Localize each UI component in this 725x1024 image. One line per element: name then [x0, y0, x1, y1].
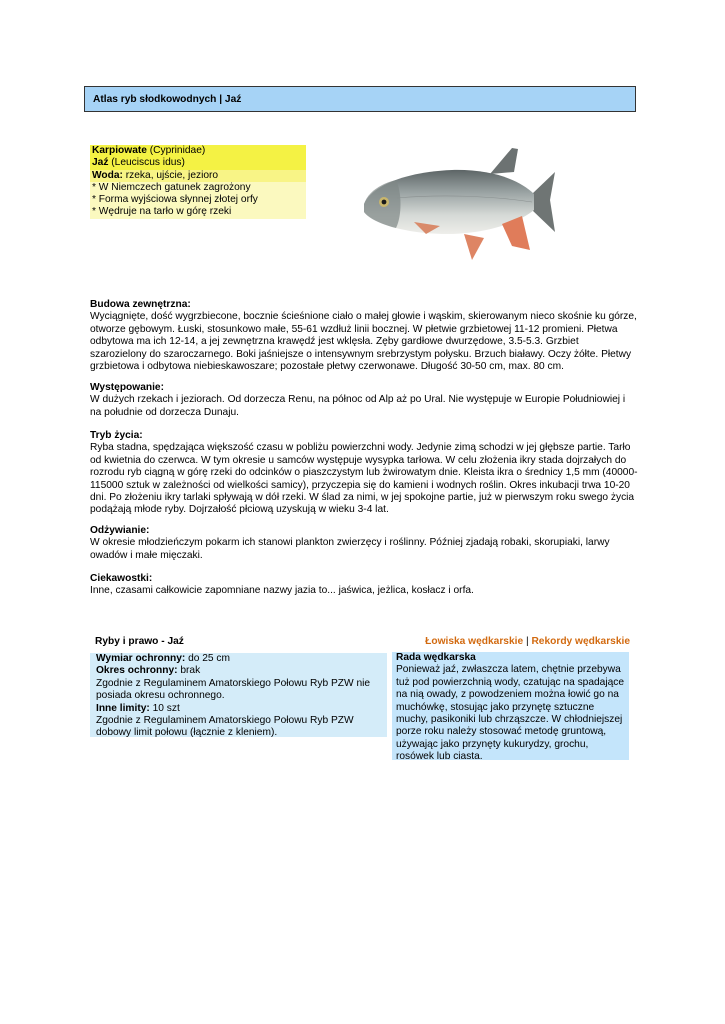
section-ciekawostki: [90, 573, 638, 598]
fact-row: * W Niemczech gatunek zagrożony: [90, 182, 306, 194]
page-title: Atlas ryb słodkowodnych | Jaź: [93, 94, 242, 105]
section-odzywianie: [90, 525, 638, 562]
tip-heading: Rada wędkarska: [396, 652, 476, 663]
section-text: Wyciągnięte, dość wygrzbiecone, bocznie ścieśnione ciało o małej głowie i wąskim, skierowanym nieco skośnie ku górze, otworze gębowym. Łuski, stosunkowo małe, 55-61 wzdłuż linii bocznej. W płetwie grzbietowej 11-12 promieni. Płetwa odbytowa ma ich 12-14, a jej zewnętrzna krawędź jest wklęsła. Zęby gardłowe dwurzędowe, 3.5-5.3. Grzbiet szarozielony do szaroczarnego. Boki jaśniejsze o intensywnym srebrzystym połysku. Brzuch białawy. Oczy żółte. Płetwy grzbietowa i odbytowa niebieskawoszare; pozostałe płetwy czerwonawe. Długość 30-50 cm, max. 80 cm.: [90, 311, 637, 373]
fact-row: * Forma wyjściowa słynnej złotej orfy: [90, 194, 306, 206]
section-heading: Odżywianie:: [90, 525, 150, 536]
limit-note: Zgodnie z Regulaminem Amatorskiego Połowu Ryb PZW dobowy limit połowu (łącznie z kleniem).: [96, 715, 354, 739]
angling-tip-box: [392, 652, 629, 763]
limit-row: Inne limity: 10 szt: [96, 702, 180, 714]
ventral-fin: [464, 234, 484, 260]
section-heading: Ciekawostki:: [90, 573, 153, 584]
section-text: Inne, czasami całkowicie zapomniane nazwy jazia to... jaświca, jeżlica, kosłacz i orfa.: [90, 585, 474, 597]
dorsal-fin: [490, 148, 518, 174]
section-budowa: [90, 299, 638, 373]
fact-row: * Wędruje na tarło w górę rzeki: [90, 206, 306, 218]
law-box: [90, 653, 387, 737]
fisheries-link[interactable]: Łowiska wędkarskie: [425, 636, 524, 647]
tail-fin: [532, 172, 555, 232]
link-separator: |: [525, 636, 529, 647]
protection-season-note: Zgodnie z Regulaminem Amatorskiego Połowu Ryb PZW nie posiada okresu ochronnego.: [96, 677, 371, 702]
section-heading: Tryb życia:: [90, 430, 143, 441]
section-text: W okresie młodzieńczym pokarm ich stanowi plankton zwierzęcy i roślinny. Później zjadają robaki, skorupiaki, larwy owadów i małe mięczaki.: [90, 537, 610, 561]
protection-season-row: Okres ochronny: brak: [96, 665, 201, 677]
fish-illustration: [352, 142, 557, 264]
section-text: W dużych rzekach i jeziorach. Od dorzecza Renu, na północ od Alp aż po Ural. Nie występuje w Europie Południowiej i na południe od dorzecza Dunaju.: [90, 394, 626, 418]
page-header: [84, 86, 636, 112]
section-heading: Występowanie:: [90, 382, 164, 393]
family-row: Karpiowate (Cyprinidae): [90, 145, 306, 157]
section-text: Ryba stadna, spędzająca większość czasu w pobliżu powierzchni wody. Jedynie zimą schodzi w jej głębsze partie. Tarło od kwietnia do czerwca. W tym okresie u samców występuje wysypka tarłowa. W celu złożenia ikry stada dojrzałych do rozrodu ryb ciągną w górę rzeki do odcinków o piaszczystym lub żwirowatym dnie. Kleista ikra o średnicy 1,5 mm (40000-115000 sztuk w zależności od wielkości samicy), przyczepia się do kamieni i wodnych roślin. Okres inkubacji trwa 10-20 dni. Po złożeniu ikry tarlaki spływają w dół rzeki. W ślad za nimi, w jej spokojne partie, już w pierwszym roku swego życia podążają młode ryby. Dojrzałość płciową uzyskują w wieku 3-4 lat.: [90, 442, 638, 516]
records-link[interactable]: Rekordy wędkarskie: [531, 636, 630, 647]
water-row: Woda: rzeka, ujście, jezioro: [90, 170, 306, 182]
law-heading: Ryby i prawo - Jaź: [95, 636, 184, 647]
links-bar: [388, 636, 630, 648]
tip-text: Ponieważ jaź, zwłaszcza latem, chętnie przebywa tuż pod powierzchnią wody, czatując na spadające na nią owady, z powodzeniem można łowić go na muchówkę, stosując jako przynętę sztuczne muchy, pasikoniki lub chrząszcze. W chłodniejszej porze roku należy stosować metodę gruntową, używając jako przynęty kukurydzy, grochu, rosówek lub ciasta.: [396, 664, 625, 763]
section-tryb-zycia: [90, 430, 638, 517]
section-wystepowanie: [90, 382, 638, 419]
species-row: Jaź (Leuciscus idus): [90, 157, 306, 169]
section-heading: Budowa zewnętrzna:: [90, 299, 191, 310]
protection-size-row: Wymiar ochronny: do 25 cm: [96, 653, 230, 664]
species-info-box: [90, 145, 306, 219]
